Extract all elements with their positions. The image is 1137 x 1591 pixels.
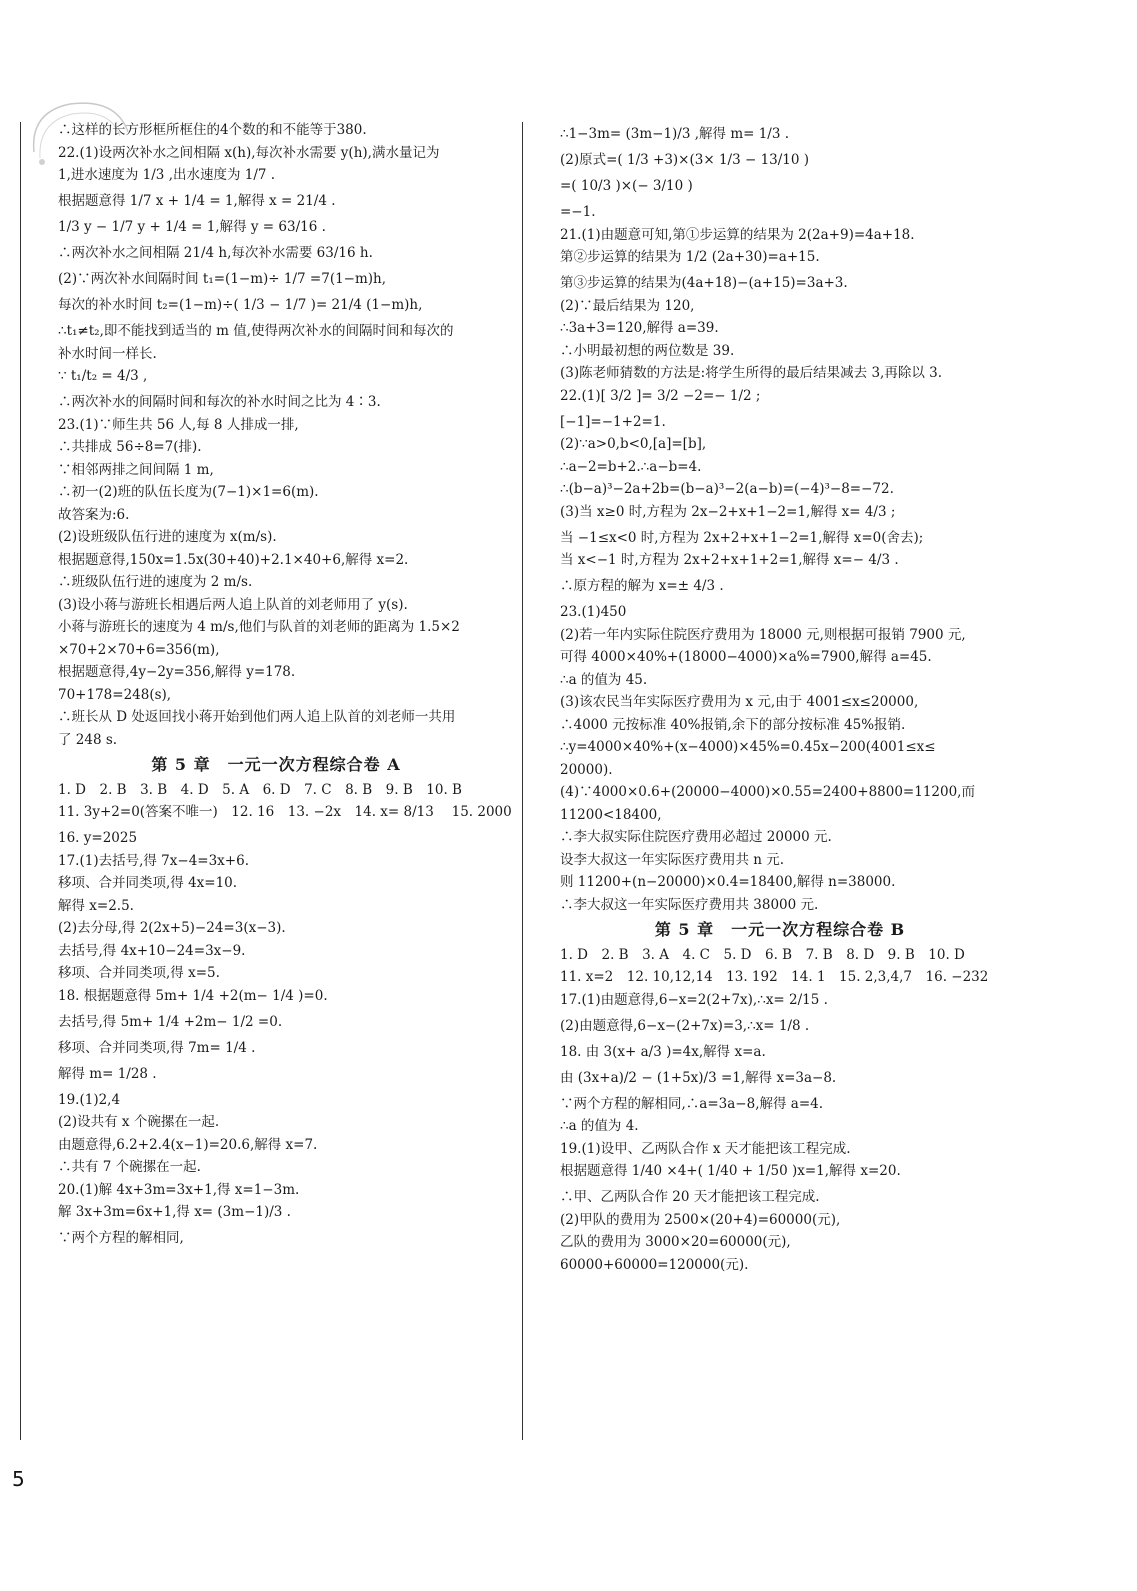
answer-line: 20000). xyxy=(560,761,613,778)
answer-line: 根据题意得 1/7 x + 1/4 = 1,解得 x = 21/4 . xyxy=(58,193,336,209)
answer-line: 19.(1)设甲、乙两队合作 x 天才能把该工程完成. xyxy=(560,1140,851,1157)
answer-line: 11200<18400, xyxy=(560,806,662,823)
answer-line: 由题意得,6.2+2.4(x−1)=20.6,解得 x=7. xyxy=(58,1136,318,1153)
answer-line: 由 (3x+a)/2 − (1+5x)/3 =1,解得 x=3a−8. xyxy=(560,1069,837,1086)
answer-line: 22.(1)设两次补水之间相隔 x(h),每次补水需要 y(h),满水量记为 xyxy=(58,144,440,161)
answer-line: 设李大叔这一年实际医疗费用共 n 元. xyxy=(560,851,785,868)
answer-line: ×70+2×70+6=356(m), xyxy=(58,641,220,658)
answer-line: (2)设共有 x 个碗摞在一起. xyxy=(58,1114,220,1130)
answer-line: 小蒋与游班长的速度为 4 m/s,他们与队首的刘老师的距离为 1.5×2 xyxy=(58,619,460,635)
section-title: 第 5 章 一元一次方程综合卷 A xyxy=(151,754,401,774)
answer-line: (3)该农民当年实际医疗费用为 x 元,由于 4001≤x≤20000, xyxy=(560,694,919,710)
answer-line: 60000+60000=120000(元). xyxy=(560,1256,749,1273)
answer-line: 11. x=2 12. 10,12,14 13. 192 14. 1 15. 2,3,4,7 16. −232 xyxy=(560,969,989,985)
answer-line: ∴小明最初想的两位数是 39. xyxy=(560,342,735,359)
answer-line: ∴班级队伍行进的速度为 2 m/s. xyxy=(58,574,253,590)
answer-line: 17.(1)由题意得,6−x=2(2+7x),∴x= 2/15 . xyxy=(560,991,828,1008)
answer-line: 乙队的费用为 3000×20=60000(元), xyxy=(560,1234,791,1250)
answer-line: 根据题意得,150x=1.5x(30+40)+2.1×40+6,解得 x=2. xyxy=(58,551,409,568)
answer-line: (2)去分母,得 2(2x+5)−24=3(x−3). xyxy=(58,920,286,936)
answer-line: 19.(1)2,4 xyxy=(58,1091,121,1108)
answer-line: 23.(1)450 xyxy=(560,604,627,620)
answer-line: (2)原式=( 1/3 +3)×(3× 1/3 − 13/10 ) xyxy=(560,152,810,168)
answer-line: ∴李大叔这一年实际医疗费用共 38000 元. xyxy=(560,896,819,913)
answer-line: 16. y=2025 xyxy=(58,830,138,846)
answer-line: ∵两个方程的解相同, xyxy=(58,1230,184,1246)
answer-line: ∴a−2=b+2.∴a−b=4. xyxy=(560,458,702,475)
answer-line: 解 3x+3m=6x+1,得 x= (3m−1)/3 . xyxy=(58,1204,291,1220)
answer-line: ∴原方程的解为 x=± 4/3 . xyxy=(560,578,724,594)
answer-line: 1. D 2. B 3. B 4. D 5. A 6. D 7. C 8. B 9. B 10. B xyxy=(58,781,462,798)
answer-line: ∴3a+3=120,解得 a=39. xyxy=(560,320,719,336)
answer-line: 根据题意得 1/40 ×4+( 1/40 + 1/50 )x=1,解得 x=20. xyxy=(560,1163,901,1179)
answer-line: 移项、合并同类项,得 7m= 1/4 . xyxy=(58,1039,256,1056)
answer-line: (3)陈老师猜数的方法是:将学生所得的最后结果减去 3,再除以 3. xyxy=(560,365,943,381)
answer-line: ∴这样的长方形框所框住的4个数的和不能等于380. xyxy=(58,122,367,138)
answer-line: 可得 4000×40%+(18000−4000)×a%=7900,解得 a=45. xyxy=(560,649,932,665)
left-column xyxy=(58,122,512,1253)
answer-line: 根据题意得,4y−2y=356,解得 y=178. xyxy=(58,664,296,680)
answer-line: [−1]=−1+2=1. xyxy=(560,413,666,430)
answer-line: ∴a 的值为 45. xyxy=(560,671,648,688)
answer-line: ∴共有 7 个碗摞在一起. xyxy=(58,1159,201,1175)
answer-line: ∴班长从 D 处返回找小蒋开始到他们两人追上队首的刘老师一共用 xyxy=(58,709,456,725)
answer-line: 则 11200+(n−20000)×0.4=18400,解得 n=38000. xyxy=(560,874,896,890)
answer-line: 21.(1)由题意可知,第①步运算的结果为 2(2a+9)=4a+18. xyxy=(560,226,915,243)
answer-line: ∴y=4000×40%+(x−4000)×45%=0.45x−200(4001≤x≤ xyxy=(560,739,936,755)
answer-line: ∴共排成 56÷8=7(排). xyxy=(58,439,202,455)
answer-line: 18. 根据题意得 5m+ 1/4 +2(m− 1/4 )=0. xyxy=(58,987,328,1004)
answer-line: ∵两个方程的解相同,∴a=3a−8,解得 a=4. xyxy=(560,1095,824,1112)
answer-line: 1/3 y − 1/7 y + 1/4 = 1,解得 y = 63/16 . xyxy=(58,219,326,235)
answer-line: 20.(1)解 4x+3m=3x+1,得 x=1−3m. xyxy=(58,1181,300,1198)
answer-line: (3)当 x≥0 时,方程为 2x−2+x+1−2=1,解得 x= 4/3 ; xyxy=(560,503,896,520)
answer-line: 故答案为:6. xyxy=(58,506,130,523)
answer-line: 70+178=248(s), xyxy=(58,686,172,703)
answer-line: ∴t₁≠t₂,即不能找到适当的 m 值,使得两次补水的间隔时间和每次的 xyxy=(58,323,454,339)
left-margin-line xyxy=(20,122,21,1440)
answer-line: 移项、合并同类项,得 x=5. xyxy=(58,965,220,981)
answer-line: (2)甲队的费用为 2500×(20+4)=60000(元), xyxy=(560,1211,841,1228)
section-title: 第 5 章 一元一次方程综合卷 B xyxy=(654,919,906,939)
answer-line: 18. 由 3(x+ a/3 )=4x,解得 x=a. xyxy=(560,1043,766,1060)
page-number: 5 xyxy=(12,1467,25,1491)
answer-line: ∴4000 元按标准 40%报销,余下的部分按标准 45%报销. xyxy=(560,716,906,733)
answer-line: (2)设班级队伍行进的速度为 x(m/s). xyxy=(58,529,277,545)
answer-line: 第②步运算的结果为 1/2 (2a+30)=a+15. xyxy=(560,249,820,265)
answer-line: 移项、合并同类项,得 4x=10. xyxy=(58,875,238,891)
answer-line: 当 x<−1 时,方程为 2x+2+x+1+2=1,解得 x=− 4/3 . xyxy=(560,552,899,568)
answer-line: 1. D 2. B 3. A 4. C 5. D 6. B 7. B 8. D 9. B 10. D xyxy=(560,946,965,963)
right-column xyxy=(560,122,1000,1279)
answer-line: (2)由题意得,6−x−(2+7x)=3,∴x= 1/8 . xyxy=(560,1017,810,1034)
answer-line: 解得 x=2.5. xyxy=(58,897,134,914)
answer-line: =−1. xyxy=(560,204,596,220)
answer-line: =( 10/3 )×(− 3/10 ) xyxy=(560,178,693,194)
answer-line: 去括号,得 5m+ 1/4 +2m− 1/2 =0. xyxy=(58,1013,283,1030)
answer-line: ∵相邻两排之间间隔 1 m, xyxy=(58,461,214,478)
answer-line: 每次的补水时间 t₂=(1−m)÷( 1/3 − 1/7 )= 21/4 (1−m)h, xyxy=(58,297,423,313)
answer-line: 了 248 s. xyxy=(58,731,118,748)
answer-line: (2)∵最后结果为 120, xyxy=(560,297,695,314)
answer-line: (3)设小蒋与游班长相遇后两人追上队首的刘老师用了 y(s). xyxy=(58,596,408,613)
answer-line: 当 −1≤x<0 时,方程为 2x+2+x+1−2=1,解得 x=0(舍去); xyxy=(560,529,924,546)
answer-line: ∴李大叔实际住院医疗费用必超过 20000 元. xyxy=(560,829,832,845)
answer-line: ∵ t₁/t₂ = 4/3 , xyxy=(58,368,148,384)
answer-line: (2)∵两次补水间隔时间 t₁=(1−m)÷ 1/7 =7(1−m)h, xyxy=(58,271,387,287)
answer-line: (2)∵a>0,b<0,[a]=[b], xyxy=(560,436,707,452)
answer-line: (4)∵4000×0.6+(20000−4000)×0.55=2400+8800=11200,而 xyxy=(560,784,975,800)
answer-line: ∴两次补水的间隔时间和每次的补水时间之比为 4∶3. xyxy=(58,394,381,410)
answer-line: 17.(1)去括号,得 7x−4=3x+6. xyxy=(58,852,249,869)
answer-line: ∴a 的值为 4. xyxy=(560,1118,639,1134)
answer-line: 11. 3y+2=0(答案不唯一) 12. 16 13. −2x 14. x= 8/13 15. 2000 xyxy=(58,804,512,820)
answer-line: ∴1−3m= (3m−1)/3 ,解得 m= 1/3 . xyxy=(560,126,790,142)
answer-line: 第③步运算的结果为(4a+18)−(a+15)=3a+3. xyxy=(560,275,848,291)
answer-line: (2)若一年内实际住院医疗费用为 18000 元,则根据可报销 7900 元, xyxy=(560,626,966,643)
answer-line: ∴甲、乙两队合作 20 天才能把该工程完成. xyxy=(560,1189,820,1205)
answer-line: ∴两次补水之间相隔 21/4 h,每次补水需要 63/16 h. xyxy=(58,245,373,261)
answer-line: 23.(1)∵师生共 56 人,每 8 人排成一排, xyxy=(58,416,299,433)
answer-line: 补水时间一样长. xyxy=(58,345,157,362)
answer-line: ∴初一(2)班的队伍长度为(7−1)×1=6(m). xyxy=(58,484,319,500)
answer-line: 22.(1)[ 3/2 ]= 3/2 −2=− 1/2 ; xyxy=(560,387,761,404)
answer-line: 解得 m= 1/28 . xyxy=(58,1065,157,1082)
answer-line: 1,进水速度为 1/3 ,出水速度为 1/7 . xyxy=(58,167,276,183)
answer-line: 去括号,得 4x+10−24=3x−9. xyxy=(58,942,246,959)
answer-line: ∴(b−a)³−2a+2b=(b−a)³−2(a−b)=(−4)³−8=−72. xyxy=(560,481,894,497)
column-divider xyxy=(522,122,523,1440)
